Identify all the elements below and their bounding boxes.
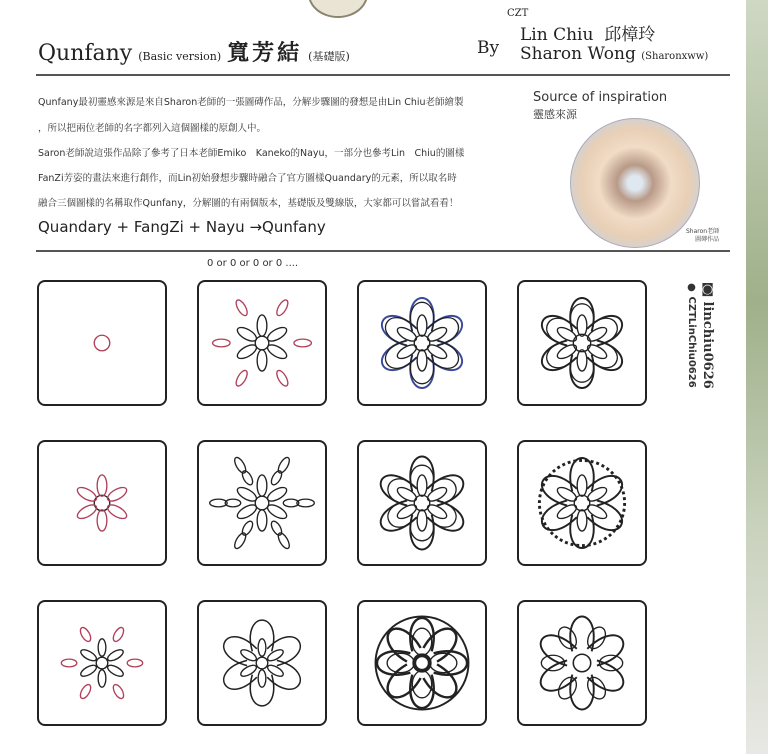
title-en: Qunfany [38,41,133,66]
step-drawing [359,442,485,564]
inspiration-label-zh: 靈感來源 [533,108,577,121]
step-drawing [39,442,165,564]
by-label: By [477,38,500,58]
author-2-name: Sharon Wong [520,44,636,64]
step-tile-3-1 [37,600,167,726]
page-title [38,36,350,67]
step-tile-2-4 [517,440,647,566]
step-drawing [199,442,325,564]
description-line: ，所以把兩位老師的名字都列入這個圖樣的原創人中。 [38,123,267,134]
facebook-handle [686,282,697,388]
step-drawing [199,602,325,724]
step-drawing [519,282,645,404]
instagram-handle [700,282,715,389]
author-1: Lin Chiu 邱樟玲 [520,25,656,45]
title-version: (Basic version) [138,50,222,63]
title-zh: 寬芳結 [227,40,303,66]
formula: Quandary + FangZi + Nayu →Qunfany [38,218,326,236]
pin [308,0,368,18]
inspiration-credit [686,228,719,244]
step-drawing [39,282,165,404]
step-tile-1-4 [517,280,647,406]
step-drawing [39,602,165,724]
description-line: Saron老師說這張作品除了參考了日本老師Emiko Kaneko的Nayu，一部分也參考Lin Chiu的圖樣 [38,148,465,159]
step-tile-2-3 [357,440,487,566]
author-2-handle: (Sharonxww) [641,51,709,62]
description-line: Qunfany最初靈感來源是來自Sharon老師的一張圖磚作品，分解步驟圖的發想是由Lin Chiu老師繪製 [38,97,464,108]
divider [36,74,730,76]
instagram-text: linchiu0626 [700,301,715,389]
facebook-icon: ● [686,282,697,297]
step-tile-1-2 [197,280,327,406]
credit-line: Sharon老師 [686,228,720,235]
step-tile-1-3 [357,280,487,406]
title-zh-version: (基礎版) [308,50,350,63]
step-tile-2-1 [37,440,167,566]
step-drawing [359,282,485,404]
instagram-icon: ◙ [700,282,715,302]
description-line: FanZi芳姿的畫法來進行創作，而Lin初始發想步驟時融合了官方圖樣Quandary的元素，所以取名時 [38,173,457,184]
step-tile-1-1 [37,280,167,406]
step-tile-3-4 [517,600,647,726]
author-2 [520,44,708,64]
petal-variants-note: 0 or 0 or 0 or 0 .... [207,258,299,269]
step-drawing [519,442,645,564]
facebook-text: CZTLinChiu0626 [686,296,697,388]
divider [36,250,730,252]
step-tile-3-3 [357,600,487,726]
step-drawing [519,602,645,724]
step-tile-2-2 [197,440,327,566]
inspiration-label: Source of inspiration [533,90,668,105]
step-drawing [359,602,485,724]
step-drawing [199,282,325,404]
description-line: 融合三個圖樣的名稱取作Qunfany，分解圖的有兩個版本，基礎版及雙線版，大家都可以嘗試看看！ [38,198,459,209]
inspiration-image [570,118,700,248]
background-edge [746,0,768,754]
czt-label: CZT [507,8,529,19]
credit-line: 圖磚作品 [695,236,720,243]
step-tile-3-2 [197,600,327,726]
